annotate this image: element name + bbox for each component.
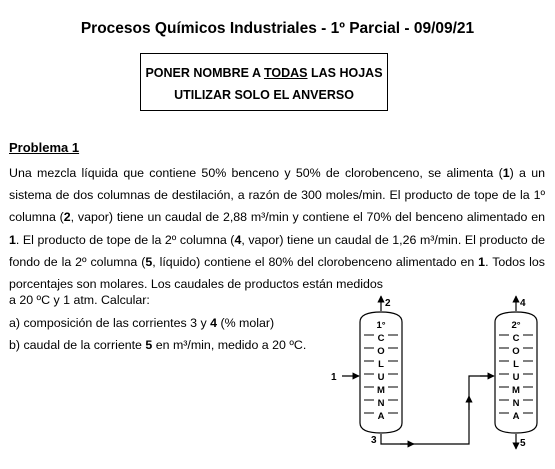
statement-text: Una mezcla líquida que contiene 50% benceno y 50% de clorobenceno, se alimenta ( (9, 166, 503, 180)
column-2-letter: A (512, 411, 520, 422)
stream-ref: 4 (210, 316, 217, 330)
statement-text: ) a un sistema de dos columnas de destilación, a razón de 300 moles/min. El producto de tope de la 1º columna ( (9, 166, 545, 225)
stream-ref: 5 (145, 338, 153, 352)
statement-text: , vapor) tiene un caudal de 1,26 m³/min. El producto de fondo de la 2º columna ( (9, 232, 545, 269)
column-2-label: 2° (511, 320, 521, 331)
stream-ref: 2 (63, 210, 71, 225)
item-b-text: b) caudal de la corriente (9, 338, 146, 352)
instruction-underlined-word: TODAS (263, 66, 308, 80)
statement-text: . El producto de tope de la 2º columna ( (15, 232, 235, 247)
stream-ref: 1 (478, 254, 486, 269)
column-1-letter: C (377, 333, 385, 344)
statement-text: , líquido) contiene el 80% del clorobenceno alimentado en (152, 254, 479, 269)
stream-3-label: 3 (371, 435, 377, 446)
column-1-letter: U (377, 372, 385, 383)
stream-ref: 4 (234, 232, 242, 247)
column-2-letter: U (512, 372, 520, 383)
instruction-text: PONER NOMBRE A (145, 66, 264, 80)
column-1-letter: O (377, 346, 385, 357)
stream-2 (381, 296, 391, 311)
column-2-letter: O (512, 346, 520, 357)
column-2-letter: C (512, 333, 520, 344)
column-1-letter: N (377, 398, 385, 409)
column-1 (360, 312, 402, 433)
item-a-text: a) composición de las corrientes 3 y (9, 316, 211, 330)
stream-2-label: 2 (385, 298, 391, 309)
stream-5 (516, 434, 526, 449)
item-b-text: en m³/min, medido a 20 ºC. (152, 338, 307, 352)
column-2-letter: N (512, 398, 520, 409)
stream-4-label: 4 (520, 298, 526, 309)
stream-ref: 1 (502, 166, 510, 180)
column-1-label: 1° (376, 320, 386, 331)
column-2-letter: L (513, 359, 519, 370)
column-1-letter: A (377, 411, 385, 422)
stream-ref: 5 (145, 254, 153, 269)
problem-heading: Problema 1 (9, 140, 80, 155)
calc-line: a 20 ºC y 1 atm. Calcular: (9, 293, 150, 307)
statement-text: , vapor) tiene un caudal de 2,88 m³/min y contiene el 70% del benceno alimentado en (70, 210, 546, 225)
instruction-text: LAS HOJAS (307, 66, 383, 80)
column-2 (495, 312, 537, 433)
item-a-text: (% molar) (217, 316, 275, 330)
page-title: Procesos Químicos Industriales - 1º Parcial - 09/09/21 (80, 20, 475, 37)
stream-ref: 1 (9, 232, 16, 247)
statement-text: . Todos los porcentajes son molares. Los caudales de productos están medidos (9, 254, 545, 292)
column-1-letter: M (377, 385, 385, 396)
stream-5-label: 5 (520, 438, 526, 449)
instruction-line-2: UTILIZAR SOLO EL ANVERSO (174, 88, 354, 102)
stream-4 (516, 296, 526, 311)
column-2-letter: M (512, 385, 520, 396)
column-1-letter: L (378, 359, 384, 370)
stream-1-label: 1 (331, 372, 337, 383)
stream-1 (331, 372, 359, 383)
